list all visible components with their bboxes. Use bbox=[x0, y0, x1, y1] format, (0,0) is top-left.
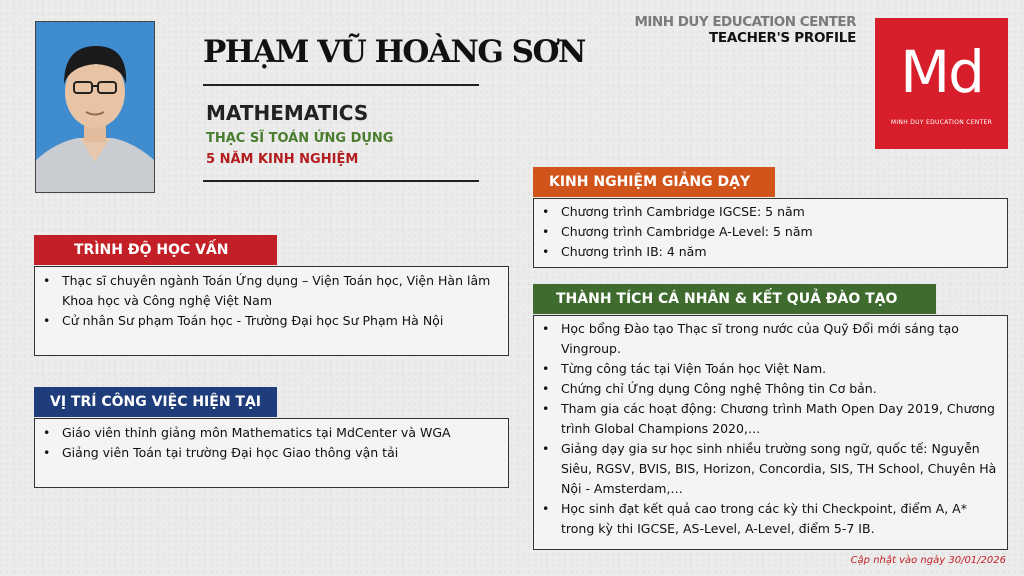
achievement-item: • Tham gia các hoạt động: Chương trình Math Open Day 2019, Chương trình Global Champions 2020,… bbox=[534, 399, 1007, 439]
teaching-item: • Chương trình Cambridge A-Level: 5 năm bbox=[534, 222, 1007, 242]
achievement-item: • Từng công tác tại Viện Toán học Việt Nam. bbox=[534, 359, 1007, 379]
achievement-item: • Chứng chỉ Ứng dụng Công nghệ Thông tin Cơ bản. bbox=[534, 379, 1007, 399]
last-updated-note: Cập nhật vào ngày 30/01/2026 bbox=[850, 555, 1006, 566]
academic-degree: THẠC SĨ TOÁN ỨNG DỤNG bbox=[206, 131, 394, 146]
education-header: TRÌNH ĐỘ HỌC VẤN bbox=[34, 235, 277, 265]
education-box bbox=[34, 266, 509, 356]
teacher-photo bbox=[35, 21, 155, 193]
achievements-header: THÀNH TÍCH CÁ NHÂN & KẾT QUẢ ĐÀO TẠO bbox=[533, 284, 936, 314]
position-box bbox=[34, 418, 509, 488]
position-item: • Giảng viên Toán tại trường Đại học Giao thông vận tải bbox=[35, 443, 508, 463]
achievements-box bbox=[533, 315, 1008, 550]
teacher-name: PHẠM VŨ HOÀNG SƠN bbox=[203, 34, 585, 70]
education-item: • Thạc sĩ chuyên ngành Toán Ứng dụng – Viện Toán học, Viện Hàn lâm Khoa học và Công nghệ Việt Nam bbox=[35, 271, 508, 311]
years-of-experience: 5 NĂM KINH NGHIỆM bbox=[206, 152, 359, 167]
divider-top bbox=[203, 84, 479, 86]
logo-caption: MINH DUY EDUCATION CENTER bbox=[890, 119, 993, 126]
position-item: • Giáo viên thỉnh giảng môn Mathematics tại MdCenter và WGA bbox=[35, 423, 508, 443]
teacher-portrait-illustration bbox=[36, 22, 154, 192]
logo-mark: Md bbox=[900, 38, 983, 106]
education-item: • Cử nhân Sư phạm Toán học - Trường Đại học Sư Phạm Hà Nội bbox=[35, 311, 508, 331]
achievement-item: • Học bổng Đào tạo Thạc sĩ trong nước của Quỹ Đổi mới sáng tạo Vingroup. bbox=[534, 319, 1007, 359]
teaching-experience-box bbox=[533, 198, 1008, 268]
teaching-item: • Chương trình Cambridge IGCSE: 5 năm bbox=[534, 202, 1007, 222]
teaching-experience-header: KINH NGHIỆM GIẢNG DẠY bbox=[533, 167, 775, 197]
center-logo bbox=[875, 18, 1008, 149]
teaching-subject: MATHEMATICS bbox=[206, 101, 369, 125]
teaching-item: • Chương trình IB: 4 năm bbox=[534, 242, 1007, 262]
center-name: MINH DUY EDUCATION CENTER bbox=[634, 14, 856, 30]
position-header: VỊ TRÍ CÔNG VIỆC HIỆN TẠI bbox=[34, 387, 277, 417]
profile-label: TEACHER'S PROFILE bbox=[709, 30, 856, 46]
achievement-item: • Học sinh đạt kết quả cao trong các kỳ thi Checkpoint, điểm A, A* trong kỳ thi IGCSE, AS-Level, A-Level, điểm 5-7 IB. bbox=[534, 499, 1007, 539]
divider-bottom bbox=[203, 180, 479, 182]
achievement-item: • Giảng dạy gia sư học sinh nhiều trường song ngữ, quốc tế: Nguyễn Siêu, RGSV, BVIS, BIS, Horizon, Concordia, SIS, TH School, Chuyên Hà Nội - Amsterdam,… bbox=[534, 439, 1007, 499]
